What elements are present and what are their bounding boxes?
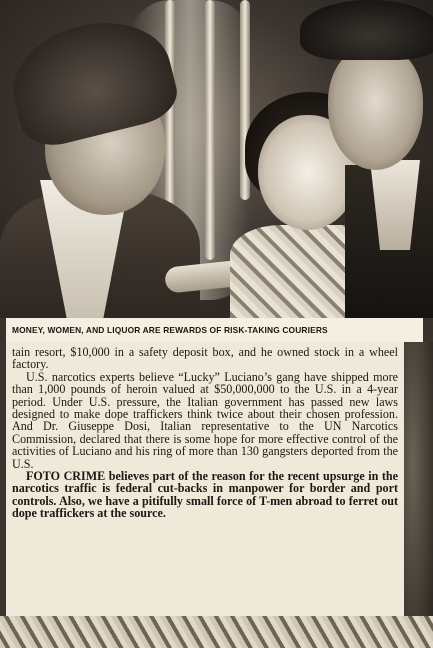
man-right-face — [328, 45, 423, 170]
article-body — [6, 342, 404, 616]
bar-pipe — [205, 0, 215, 260]
man-right-hat — [300, 0, 433, 60]
publication-name: FOTO CRIME — [26, 469, 106, 484]
closing-text: believes part of the reason for the recent upsurge in the narcotics traffic is federal cut-backs in manpower for border and port controls. Also, we have a pitifully small force of T-men abroad to ferret out dope traffickers at the source. — [12, 469, 398, 521]
photo — [0, 0, 433, 318]
caption-bar — [6, 318, 423, 342]
article-paragraph: tain resort, $10,000 in a safety deposit box, and he owned stock in a wheel factory. — [12, 345, 398, 372]
photo-edge-bottom — [0, 616, 433, 648]
article-closing-paragraph — [12, 470, 398, 520]
photo-edge-right — [404, 342, 433, 648]
article-paragraph: U.S. narcotics experts believe “Lucky” Luciano’s gang have shipped more than 1,000 pounds of heroin valued at $50,000,000 to the U.S. in a 4-year period. Under U.S. pressure, the Italian government has passed new laws designed to make dope traffickers think twice about their chosen profession. And Dr. Giuseppe Dosi, Italian representative to the UN Narcotics Commission, declared that there is some hope for more effective control of the activities of Luciano and his ring of more than 130 gangsters deported from the U.S. — [12, 369, 398, 471]
photo-caption: MONEY, WOMEN, AND LIQUOR ARE REWARDS OF RISK-TAKING COURIERS — [12, 325, 328, 335]
